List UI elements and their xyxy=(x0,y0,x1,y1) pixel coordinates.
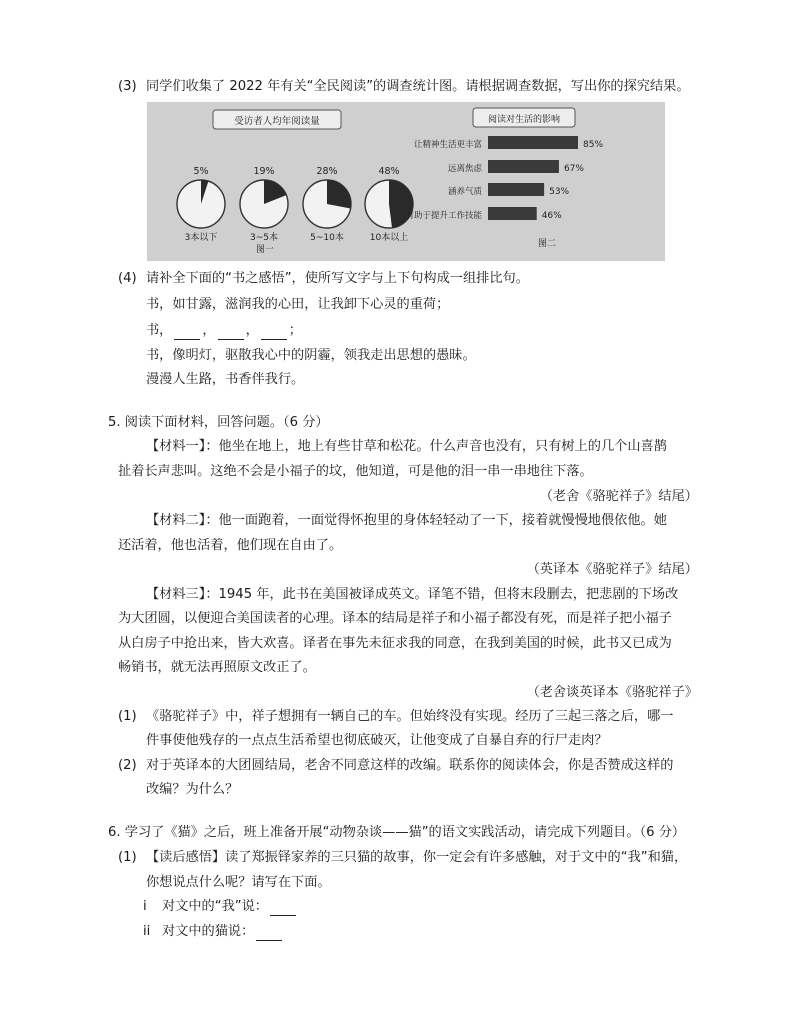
q6-item-ii-number: ii xyxy=(143,924,151,939)
pie-chart-title: 受访者人均年阅读量 xyxy=(234,116,320,127)
q5-material-3-line-3: 从白房子中抢出来，皆大欢喜。译者在事先未征求我的同意，在我到美国的时候，此书又已成为 xyxy=(118,636,672,651)
pie-category-label: 10本以上 xyxy=(369,233,409,243)
q3-text: 同学们收集了 2022 年有关“全民阅读”的调查统计图。请根据调查数据，写出你的探究结果。 xyxy=(146,79,690,94)
pie-category-label: 3~5本 xyxy=(250,233,278,243)
bar xyxy=(488,136,578,149)
q4-text: 请补全下面的“书之感悟”，使所写文字与上下句构成一组排比句。 xyxy=(146,271,529,286)
q4-line-2-prefix: 书， xyxy=(146,323,173,338)
q5-sub-2-line-2: 改编？为什么？ xyxy=(146,782,239,797)
q6-sub-1-line-2: 你想说点什么呢？请写在下面。 xyxy=(146,875,331,890)
q5-material-3-line-4: 畅销书，就无法再照原文改正了。 xyxy=(118,660,316,675)
q4-line-4: 漫漫人生路，书香伴我行。 xyxy=(146,372,305,387)
q4-line-3: 书，像明灯，驱散我心中的阴霾，领我走出思想的愚昧。 xyxy=(146,348,476,363)
bar-chart-title: 阅读对生活的影响 xyxy=(487,115,561,125)
q6-item-i xyxy=(162,898,298,916)
bar-value-label: 53% xyxy=(549,187,570,197)
pie-value-label: 19% xyxy=(253,166,275,177)
q6-item-i-number: i xyxy=(143,899,147,914)
answer-blank-1[interactable] xyxy=(174,325,200,340)
q5-material-1-line-1: 【材料一】：他坐在地上，地上有些甘草和松花。什么声音也没有，只有树上的几个山喜鹊 xyxy=(146,439,667,454)
q5-material-2-line-1: 【材料二】：他一面跑着，一面觉得怀抱里的身体轻轻动了一下，接着就慢慢地偎依他。她 xyxy=(146,513,667,528)
q5-sub-1-line-2: 件事使他残存的一点点生活希望也彻底破灭，让他变成了自暴自弃的行尸走肉？ xyxy=(146,733,608,748)
q5-material-1-line-2: 扯着长声悲叫。这绝不会是小福子的坟，他知道，可是他的泪一串一串地往下落。 xyxy=(118,464,593,479)
q3-number: (3) xyxy=(118,79,137,94)
answer-blank-2[interactable] xyxy=(218,325,244,340)
q4-line-2-sep1: ， xyxy=(202,323,216,338)
pie-category-label: 5~10本 xyxy=(310,233,344,243)
answer-blank-ii[interactable] xyxy=(256,926,282,941)
q6-item-ii xyxy=(162,923,284,941)
bar-value-label: 67% xyxy=(563,164,584,174)
pie-value-label: 48% xyxy=(378,166,400,177)
bar-value-label: 85% xyxy=(583,140,604,150)
q4-line-1: 书，如甘露，滋润我的心田，让我卸下心灵的重荷； xyxy=(146,297,450,312)
bar-category-label: 有助于提升工作技能 xyxy=(405,211,482,221)
q5-sub-1-number: (1) xyxy=(118,709,137,724)
q5-material-3-line-2: 为大团圆，以便迎合美国读者的心理。译本的结局是祥子和小福子都没有死，而是祥子把小福子 xyxy=(118,611,672,626)
pie-chart-caption: 图一 xyxy=(255,245,275,255)
q5-title: 5. 阅读下面材料，回答问题。（6 分） xyxy=(108,415,329,430)
q5-sub-2-number: (2) xyxy=(118,758,137,773)
q6-title: 6. 学习了《猫》之后，班上准备开展“动物杂谈——猫”的语文实践活动，请完成下列题目。（6 分） xyxy=(108,825,686,840)
bar-category-label: 远离焦虑 xyxy=(447,164,482,174)
q6-item-ii-text: 对文中的猫说： xyxy=(162,924,255,939)
q4-number: (4) xyxy=(118,271,137,286)
q4-line-2 xyxy=(146,322,302,340)
q4-line-2-sep2: ， xyxy=(245,323,259,338)
q5-material-3-line-1: 【材料三】：1945 年，此书在美国被译成英文。译笔不错，但将末段删去，把悲剧的下场改 xyxy=(146,587,679,602)
pie-category-label: 3本以下 xyxy=(184,233,218,243)
survey-chart-photo xyxy=(147,102,665,261)
pie-value-label: 5% xyxy=(193,166,209,177)
q6-sub-1-number: (1) xyxy=(118,850,137,865)
q6-item-i-text: 对文中的“我”说： xyxy=(162,899,268,914)
bar xyxy=(488,160,559,173)
q6-sub-1-line-1: 【读后感悟】读了郑振铎家养的三只猫的故事，你一定会有许多感触，对于文中的“我”和猫， xyxy=(146,850,688,865)
pie-value-label: 28% xyxy=(316,166,338,177)
bar-chart-caption: 图二 xyxy=(537,239,557,249)
bar xyxy=(488,183,544,196)
q5-material-2-line-2: 还活着，他也活着，他们现在自由了。 xyxy=(118,538,343,553)
bar-category-label: 让精神生活更丰富 xyxy=(413,140,482,150)
bar-value-label: 46% xyxy=(541,211,562,221)
q4-line-2-end: ； xyxy=(288,323,302,338)
q5-material-2-source: （英译本《骆驼祥子》结尾） xyxy=(526,562,698,577)
q5-sub-1-line-1: 《骆驼祥子》中，祥子想拥有一辆自己的车。但始终没有实现。经历了三起三落之后，哪一 xyxy=(146,709,674,724)
answer-blank-3[interactable] xyxy=(261,325,287,340)
q5-sub-2-line-1: 对于英译本的大团圆结局，老舍不同意这样的改编。联系你的阅读体会，你是否赞成这样的 xyxy=(146,758,674,773)
q5-material-3-source: （老舍谈英译本《骆驼祥子》 xyxy=(526,685,698,700)
bar xyxy=(488,207,537,220)
q5-material-1-source: （老舍《骆驼祥子》结尾） xyxy=(539,489,698,504)
answer-blank-i[interactable] xyxy=(270,901,296,916)
bar-category-label: 涵养气质 xyxy=(447,187,482,197)
